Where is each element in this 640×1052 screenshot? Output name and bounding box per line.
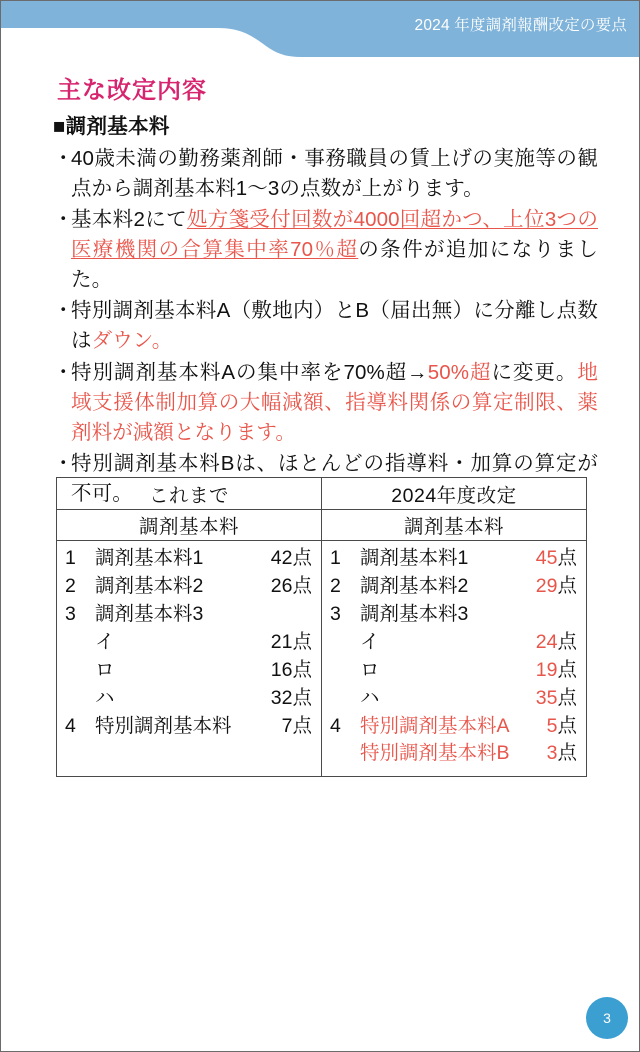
bullet-list (53, 144, 598, 510)
table-row (322, 685, 586, 713)
text-run: の条件が追加になりました。 (71, 238, 598, 292)
points-value: 24 (535, 630, 558, 653)
points-unit: 点 (557, 630, 577, 653)
row-points (503, 740, 586, 768)
bullet-marker: ・ (53, 299, 74, 323)
points-unit: 点 (292, 658, 312, 681)
row-points (503, 573, 586, 601)
bullet-text (71, 205, 598, 295)
row-number: 2 (330, 574, 341, 597)
row-points (234, 601, 321, 629)
points-value: 19 (535, 658, 558, 681)
sub-heading: ■調剤基本料 (53, 115, 170, 138)
row-number (322, 629, 360, 657)
points-unit: 点 (557, 686, 577, 709)
table-row (57, 545, 321, 573)
row-number: 4 (65, 714, 76, 737)
bullet-text (71, 296, 598, 356)
table-row (322, 657, 586, 685)
row-label: ハ (360, 686, 380, 709)
row-number: 1 (65, 547, 76, 569)
row-label: 特別調剤基本料 (95, 714, 232, 737)
text-run: 基本料2にて (71, 207, 187, 231)
text-run: 処方箋受付回数が4000回超かつ、上位3つの医療機関の合算集中率70％超 (71, 207, 598, 262)
points-value: 5 (546, 714, 558, 737)
row-label: イ (360, 630, 380, 653)
row-number (322, 657, 360, 685)
table-row (322, 573, 586, 601)
row-number: 1 (330, 547, 341, 569)
table-row (322, 629, 586, 657)
table-row (57, 573, 321, 601)
text-run: に変更。 (491, 360, 578, 384)
row-number (322, 685, 360, 713)
row-label: 調剤基本料2 (360, 574, 469, 597)
bullet-marker: ・ (53, 360, 74, 384)
points-unit: 点 (292, 714, 312, 737)
row-label: 特別調剤基本料B (360, 742, 510, 765)
table-row (57, 685, 321, 713)
points-value: 3 (546, 742, 558, 765)
text-run: 50%超 (427, 360, 492, 384)
points-value: 35 (535, 686, 558, 709)
row-points (234, 545, 321, 573)
row-number: 3 (65, 602, 76, 625)
table-body-row (57, 541, 587, 777)
points-value: 21 (270, 630, 293, 653)
bullet-text (71, 144, 598, 204)
table-row (57, 629, 321, 657)
table-cell-left (57, 541, 322, 777)
row-label: イ (95, 630, 115, 653)
row-label: 調剤基本料1 (95, 547, 204, 569)
row-number (322, 740, 360, 768)
table-row (57, 657, 321, 685)
table-header-left: これまで (57, 478, 322, 510)
points-value: 7 (281, 714, 293, 737)
row-points (503, 685, 586, 713)
row-label: ハ (95, 686, 115, 709)
bullet-item (53, 144, 598, 204)
page-number-badge: 3 (586, 997, 628, 1039)
points-value: 42 (270, 547, 293, 569)
row-number (57, 629, 95, 657)
row-label: 調剤基本料3 (95, 602, 204, 625)
table-row (322, 740, 586, 768)
table-row (322, 713, 586, 741)
row-label: 調剤基本料1 (360, 547, 469, 569)
bullet-item (53, 205, 598, 295)
table-cell-right (322, 541, 587, 777)
row-points (234, 713, 321, 741)
comparison-table (56, 477, 587, 777)
points-value: 32 (270, 686, 293, 709)
row-label: 調剤基本料3 (360, 602, 469, 625)
points-unit: 点 (557, 742, 577, 765)
row-points (234, 657, 321, 685)
points-value: 26 (270, 574, 293, 597)
points-unit: 点 (557, 714, 577, 737)
table-row (57, 713, 321, 741)
table-header-row (57, 478, 587, 510)
bullet-marker: ・ (53, 207, 74, 231)
text-run: 特別調剤基本料Aの集中率を70%超→ (71, 360, 428, 384)
row-label: ロ (360, 658, 380, 681)
row-number: 4 (330, 714, 341, 737)
row-points (503, 657, 586, 685)
points-value: 16 (270, 658, 293, 681)
row-label: 特別調剤基本料A (360, 714, 510, 737)
row-number: 3 (330, 602, 341, 625)
points-unit: 点 (557, 547, 577, 569)
page-title: 主な改定内容 (57, 77, 207, 104)
header-title: 2024 年度調剤報酬改定の要点 (414, 17, 627, 34)
points-unit: 点 (292, 574, 312, 597)
bullet-marker: ・ (53, 451, 74, 475)
row-number (57, 657, 95, 685)
table-subheader-row (57, 510, 587, 541)
table-header-right: 2024年度改定 (322, 478, 587, 510)
text-run: 特別調剤基本料A（敷地内）とB（届出無）に分離し点数は (71, 299, 598, 353)
text-run: ダウン。 (91, 329, 173, 353)
row-points (234, 685, 321, 713)
table-row (322, 545, 586, 573)
row-points (503, 545, 586, 573)
points-unit: 点 (292, 686, 312, 709)
row-number: 2 (65, 574, 76, 597)
bullet-text (71, 358, 598, 448)
row-label: 調剤基本料2 (95, 574, 204, 597)
points-unit: 点 (292, 630, 312, 653)
points-value: 45 (535, 547, 558, 569)
table-subheader-right: 調剤基本料 (322, 510, 587, 541)
row-points (503, 601, 586, 629)
text-run: 地域支援体制加算の大幅減額、指導料関係の算定制限、薬剤料が減額となります。 (71, 360, 598, 444)
table-subheader-left: 調剤基本料 (57, 510, 322, 541)
bullet-marker: ・ (53, 146, 74, 170)
row-points (234, 573, 321, 601)
page-header (1, 1, 640, 57)
row-points (503, 713, 586, 741)
table-row (322, 601, 586, 629)
table-row (57, 601, 321, 629)
row-points (503, 629, 586, 657)
points-unit: 点 (557, 658, 577, 681)
points-unit: 点 (557, 574, 577, 597)
text-run: 特別調剤基本料Bは、ほとんどの指導料・加算の算定が不可。 (71, 451, 598, 506)
text-run: 40歳未満の勤務薬剤師・事務職員の賃上げの実施等の観点から調剤基本料1〜3の点数が上がります。 (71, 146, 598, 200)
points-value: 29 (535, 574, 558, 597)
row-label: ロ (95, 658, 115, 681)
body-content (53, 113, 598, 510)
bullet-item (53, 296, 598, 356)
row-number (57, 685, 95, 713)
points-unit: 点 (292, 547, 312, 569)
bullet-item (53, 358, 598, 448)
row-points (234, 629, 321, 657)
